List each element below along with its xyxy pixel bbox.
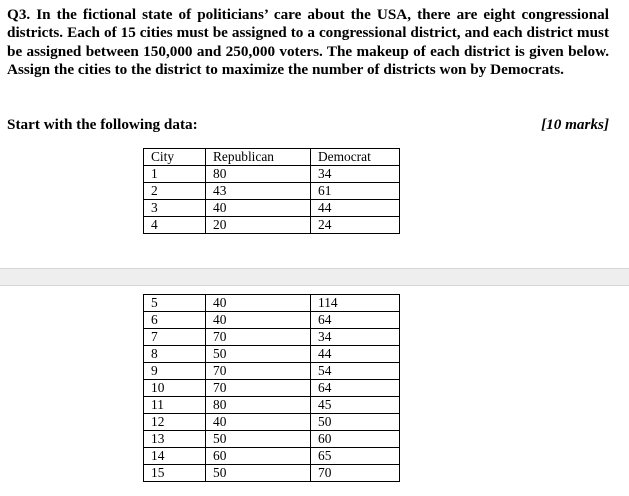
table-row xyxy=(144,431,400,448)
table-row xyxy=(144,380,400,397)
table-row xyxy=(144,312,400,329)
cell-republican: 43 xyxy=(206,183,311,200)
cell-republican: 80 xyxy=(206,397,311,414)
cell-city: 1 xyxy=(144,166,206,183)
cell-democrat: 70 xyxy=(311,465,400,482)
cell-city: 2 xyxy=(144,183,206,200)
table-row xyxy=(144,166,400,183)
cell-city: 8 xyxy=(144,346,206,363)
cell-city: 13 xyxy=(144,431,206,448)
start-text: Start with the following data: xyxy=(7,116,198,133)
table-row xyxy=(144,329,400,346)
cell-democrat: 24 xyxy=(311,217,400,234)
table-row xyxy=(144,346,400,363)
cell-democrat: 34 xyxy=(311,329,400,346)
cell-republican: 60 xyxy=(206,448,311,465)
cell-city: 5 xyxy=(144,295,206,312)
cell-republican: 50 xyxy=(206,431,311,448)
cell-republican: 80 xyxy=(206,166,311,183)
cell-democrat: 44 xyxy=(311,200,400,217)
cell-republican: 70 xyxy=(206,363,311,380)
cell-democrat: 50 xyxy=(311,414,400,431)
cell-republican: 40 xyxy=(206,414,311,431)
cell-democrat: 60 xyxy=(311,431,400,448)
table-row xyxy=(144,363,400,380)
cell-city: 15 xyxy=(144,465,206,482)
cell-republican: 40 xyxy=(206,200,311,217)
cell-city: 10 xyxy=(144,380,206,397)
cell-city: 4 xyxy=(144,217,206,234)
cell-city: 9 xyxy=(144,363,206,380)
cell-city: 14 xyxy=(144,448,206,465)
cell-democrat: 64 xyxy=(311,380,400,397)
table-row xyxy=(144,183,400,200)
table-row xyxy=(144,397,400,414)
cell-democrat: 61 xyxy=(311,183,400,200)
cell-democrat: 44 xyxy=(311,346,400,363)
header-democrat: Democrat xyxy=(311,149,400,166)
data-table-bottom xyxy=(143,294,400,482)
cell-city: 11 xyxy=(144,397,206,414)
cell-democrat: 54 xyxy=(311,363,400,380)
header-republican: Republican xyxy=(206,149,311,166)
table-row xyxy=(144,465,400,482)
cell-republican: 50 xyxy=(206,346,311,363)
cell-republican: 50 xyxy=(206,465,311,482)
table-row xyxy=(144,217,400,234)
table-row xyxy=(144,295,400,312)
cell-democrat: 45 xyxy=(311,397,400,414)
cell-city: 12 xyxy=(144,414,206,431)
cell-republican: 40 xyxy=(206,312,311,329)
header-city: City xyxy=(144,149,206,166)
document-page-bottom xyxy=(0,286,629,496)
cell-city: 6 xyxy=(144,312,206,329)
table-row xyxy=(144,414,400,431)
cell-democrat: 34 xyxy=(311,166,400,183)
page-break-gap xyxy=(0,268,629,286)
cell-democrat: 64 xyxy=(311,312,400,329)
cell-democrat: 114 xyxy=(311,295,400,312)
cell-republican: 20 xyxy=(206,217,311,234)
table-row xyxy=(144,200,400,217)
marks-label: [10 marks] xyxy=(541,116,609,133)
question-text: Q3. In the fictional state of politicians’ care about the USA, there are eight congressional districts. Each of 15 cities must be assigned to a congressional district, and each district must be assigned between 150,000 and 250,000 voters. The makeup of each district is given below. Assign the cities to the district to maximize the number of districts won by Democrats. xyxy=(7,6,609,78)
cell-republican: 70 xyxy=(206,380,311,397)
cell-republican: 40 xyxy=(206,295,311,312)
table-row xyxy=(144,448,400,465)
cell-republican: 70 xyxy=(206,329,311,346)
cell-city: 3 xyxy=(144,200,206,217)
cell-democrat: 65 xyxy=(311,448,400,465)
cell-city: 7 xyxy=(144,329,206,346)
table-header-row xyxy=(144,149,400,166)
data-table-top xyxy=(143,148,400,234)
